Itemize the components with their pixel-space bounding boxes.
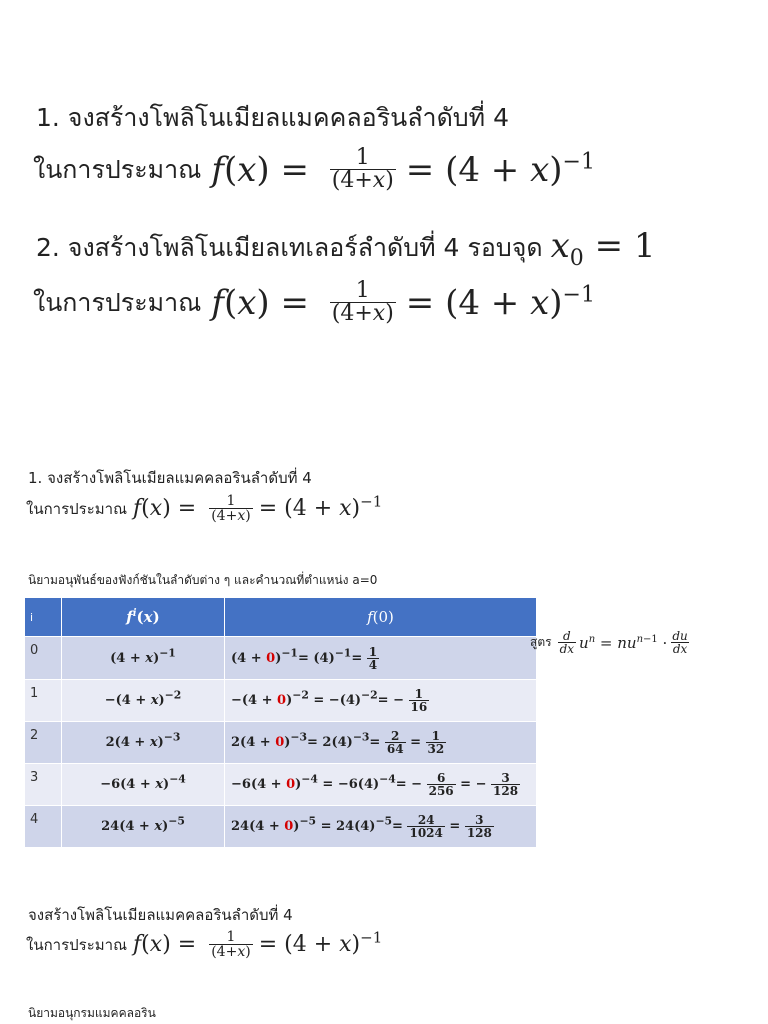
fraction-3: $\frac{1}{(4+x)}$ <box>211 493 251 524</box>
formula-power-2: = $(4 + x)^{-1}$ <box>405 282 595 323</box>
approx-label: ในการประมาณ <box>33 154 202 184</box>
approx-label-2: ในการประมาณ <box>33 287 202 317</box>
row-index: 0 <box>25 637 62 680</box>
table-row <box>25 764 537 806</box>
row-index: 2 <box>25 722 62 764</box>
table-row <box>25 680 537 722</box>
formula-power: = $(4 + x)^{-1}$ <box>405 149 595 190</box>
row-derivative: $2(4 + x)^{-3}$ <box>62 722 225 764</box>
row-derivative: $-6(4 + x)^{-4}$ <box>62 764 225 806</box>
block1-title: 1. จงสร้างโพลิโนเมียลแมคคลอรินลำดับที่ 4 <box>36 103 510 132</box>
table-row <box>25 722 537 764</box>
formula-f-2: f(x) = <box>211 282 320 323</box>
block1-line2: 2. จงสร้างโพลิโนเมียลเทเลอร์ลำดับที่ 4 รอบจุด <box>36 233 543 263</box>
x0-formula: $x_0 = 1$ <box>550 226 656 271</box>
row-index: 1 <box>25 680 62 722</box>
row-value: $-6(4 + 0)^{-4} = -6(4)^{-4}=$ − $\frac{6}{256}$ = − $\frac{3}{128}$ <box>225 764 537 806</box>
row-derivative: $-(4 + x)^{-2}$ <box>62 680 225 722</box>
approx-label-4: ในการประมาณ <box>26 935 128 954</box>
fraction-2: $\frac{1}{(4+x)}$ <box>331 278 394 326</box>
row-derivative: $24(4 + x)^{-5}$ <box>62 806 225 848</box>
block1-taylor-row <box>36 226 656 271</box>
formula-f-4: f(x) = <box>133 932 204 957</box>
row-value: $-(4 + 0)^{-2} = -(4)^{-2}=$ − $\frac{1}{16}$ <box>225 680 537 722</box>
fraction-4: $\frac{1}{(4+x)}$ <box>211 929 251 960</box>
row-derivative: $(4 + x)^{-1}$ <box>62 637 225 680</box>
formula-power-4: = $(4 + x)^{-1}$ <box>258 928 383 957</box>
formula-expression: $\frac{d}{dx}$ $u^n = nu^{n-1}$ · $\frac{du}{dx}$ <box>559 629 688 656</box>
block3-title: จงสร้างโพลิโนเมียลแมคคลอรินลำดับที่ 4 <box>28 906 293 924</box>
block1-approx-row-2 <box>33 280 595 325</box>
table-caption: นิยามอนุพันธ์ของฟังก์ชันในลำดับต่าง ๆ และคำนวณที่ตำแหน่ง a=0 <box>28 573 378 587</box>
table-header <box>25 598 537 637</box>
formula-power-3: = $(4 + x)^{-1}$ <box>258 492 383 521</box>
row-index: 3 <box>25 764 62 806</box>
formula-label: สูตร <box>530 635 552 649</box>
footer-text: นิยามอนุกรมแมคคลอริน <box>28 1006 156 1020</box>
row-index: 4 <box>25 806 62 848</box>
block2-title: 1. จงสร้างโพลิโนเมียลแมคคลอรินลำดับที่ 4 <box>28 469 312 487</box>
derivative-table <box>24 597 537 848</box>
header-i: i <box>25 598 62 637</box>
approx-label-3: ในการประมาณ <box>26 499 128 518</box>
formula-f: f(x) = <box>211 149 320 190</box>
formula-f-3: f(x) = <box>133 496 204 521</box>
header-derivative: $f^i(x)$ <box>62 598 225 637</box>
block1-approx-row <box>33 147 595 192</box>
fraction: $\frac{1}{(4+x)}$ <box>331 145 394 193</box>
row-value: $2(4 + 0)^{-3}= 2(4)^{-3}=$ $\frac{2}{64}$ = $\frac{1}{32}$ <box>225 722 537 764</box>
table-row <box>25 806 537 848</box>
header-value: f(0) <box>225 598 537 637</box>
chain-rule-formula <box>530 630 690 655</box>
row-value: $(4 + 0)^{-1}= (4)^{-1}=$ $\frac{1}{4}$ <box>225 637 537 680</box>
block3-approx-row <box>26 930 382 959</box>
block2-approx-row <box>26 494 382 523</box>
table-row <box>25 637 537 680</box>
row-value: $24(4 + 0)^{-5} = 24(4)^{-5}=$ $\frac{24}{1024}$ = $\frac{3}{128}$ <box>225 806 537 848</box>
